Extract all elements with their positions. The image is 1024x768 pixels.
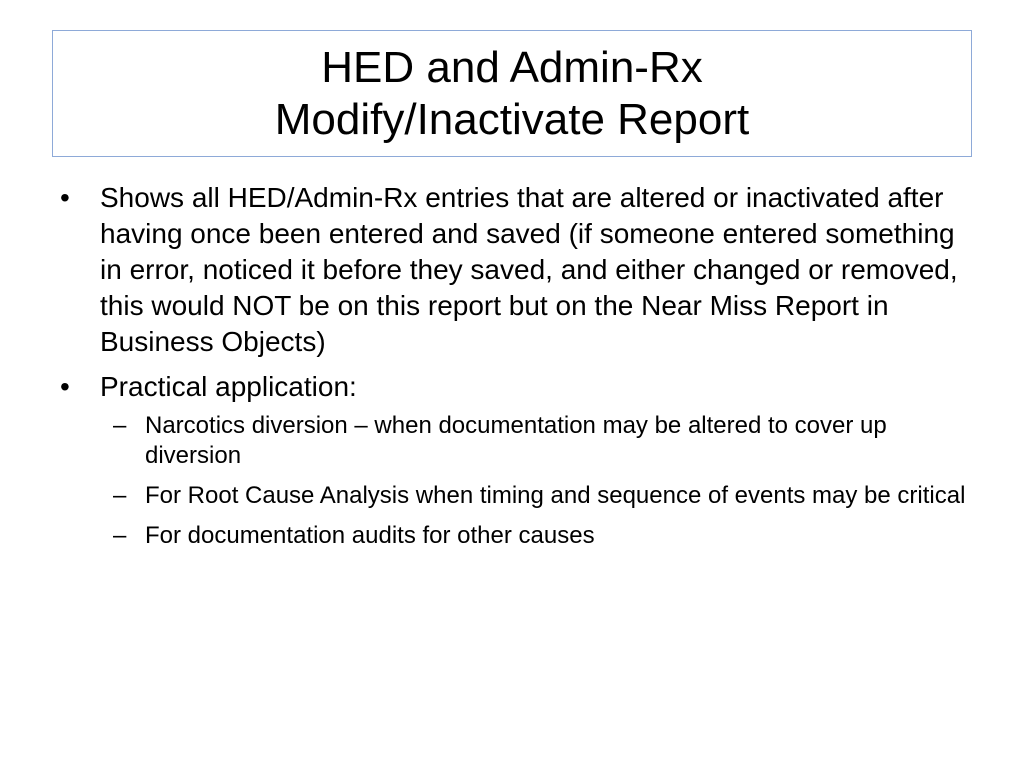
slide-body [60, 180, 970, 561]
bullet-text: Shows all HED/Admin-Rx entries that are altered or inactivated after having once been entered and saved (if someone entered something in error, noticed it before they saved, and either changed or removed, this would NOT be on this report but on the Near Miss Report in Business Objects) [100, 182, 958, 357]
sub-bullet-text: For documentation audits for other causes [145, 522, 595, 549]
bullet-item-practical-application [60, 369, 970, 551]
bullet-marker: • [60, 371, 70, 402]
bullet-item-report-description [60, 180, 970, 360]
sub-bullet-text: Narcotics diversion – when documentation may be altered to cover up diversion [145, 412, 887, 469]
dash-marker: – [113, 522, 127, 549]
sub-bullet-list [100, 411, 970, 551]
bullet-text: Practical application: [100, 371, 357, 402]
sub-bullet-item-root-cause [100, 481, 970, 511]
sub-bullet-text: For Root Cause Analysis when timing and sequence of events may be critical [145, 482, 966, 509]
sub-bullet-item-audits [100, 521, 970, 551]
slide-title-line-1: HED and Admin-Rx [321, 42, 703, 92]
dash-marker: – [113, 482, 127, 509]
dash-marker: – [113, 412, 127, 439]
sub-bullet-item-narcotics [100, 411, 970, 471]
bullet-list [60, 180, 970, 551]
bullet-marker: • [60, 182, 70, 213]
slide-title-line-2: Modify/Inactivate Report [274, 94, 750, 144]
slide-title-box [52, 30, 972, 157]
